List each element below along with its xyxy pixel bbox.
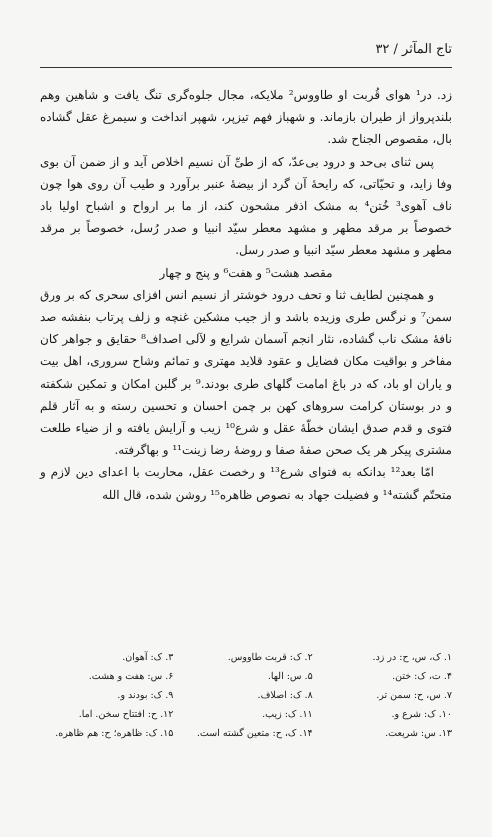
footnote: ۵. س: الها. [267,671,313,682]
paragraph: و همچنین لطایف ثنا و تحف درود خوشتر از نسیم انس افزای سحری که بر ورق سمن⁷ و نرگس طری وزیده باشد و از جیب مشکین غنچه و زلف پرتاب بنفشه صد نافهٔ مشک ناب گشاده، نثار انجم آسمان شرایع و لآلی اصداف⁸ حقایق و جواهر کان مفاخر و بواقیت مکان فضایل و عقود قلاید مهتری و تمائم وشاح سروری، اهل بیت و یاران او باد، که در باغ امامت گلهای طری بودند.⁹ بر گلبن امکان و تمکین شکفته و در بوستان کرامت سروهای کهن بر چمن احسان و تحسین رسته و به آثار قلم فتوی و قدم صدق ایشان خطّهٔ عقل و شرع¹⁰ زیب و آرایش یافته و از ضیاء طلعت مشتری پیکر هر یک صحن صفهٔ صفا و روضهٔ رضا زینت¹¹ و بهاگرفته. [40,287,453,458]
footnote: ۹. ک: بودند و. [117,690,174,701]
verse-line: مقصد هشت⁵ و هفت⁶ و پنج و چهار [159,265,333,280]
header-rule [40,67,452,68]
footnote: ۶. س: هفت و هشت. [88,671,174,682]
footnote: ۱. ک، س، ح: در زد. [372,652,452,663]
footnote: ۳. ک: آهوان. [122,652,174,663]
running-header [40,38,452,64]
footnote: ۸. ک: اصلاف. [257,690,313,701]
running-title: تاج المآثر / ۳۲ [375,42,452,57]
footnote: ۴. ت، ک: ختن. [392,671,452,682]
footnote: ۱۴. ک، ح: متعین گشته است. [196,728,313,739]
footnote: ۱۵. ک: ظاهره؛ ح: هم ظاهره. [55,728,174,739]
paragraph: زد. در¹ هوای قُربت او طاووس² ملایکه، مجال جلوه‌گری تنگ یافت و شاهین وهم بلندپرواز از طیران بازماند. و شهباز فهم تیزپر، شهپر انداخت و سیمرغ عقل گشاده بال، مقصوص الجناح شد. [40,88,452,147]
main-text [40,84,452,506]
footnote: ۱۲. ح: افتتاح سخن. اما. [78,709,174,720]
footnote: ۷. س، ح: سمن تر. [376,690,452,701]
footnote: ۲. ک: قربت طاووس. [227,652,313,663]
footnote: ۱۰. ک: شرع و. [391,709,452,720]
footnote: ۱۳. س: شریعت. [385,728,452,739]
paragraph: امّا بعد¹² بدانکه به فتوای شرع¹³ و رخصت عقل، محاربت با اعدای دین لازم و متحتّم گشته¹⁴ و فضیلت جهاد به نصوص ظاهره¹⁵ روشن شده، قال الله [40,465,452,502]
footnote: ۱۱. ک: زیب. [262,709,313,720]
footnotes [40,648,452,743]
paragraph: پس ثنای بی‌حد و درود بی‌عدّ، که از طیِّ آن نسیم اخلاص آید و از ضمن آن بوی وفا زاید، و تحیّاتی، که رایحهٔ آن گرد از بیضهٔ عنبر برآورد و طیب آن روی هوا چون ناف آهوی³ خُتن⁴ به مشک اذفر مشحون کند، از ما بر ارواح و اشباح اولیا باد خصوصاً بر مرقد مطهر و مشهد معطر سیّد انبیا و صدر رُسل، خصوصاً بر مرقد مطهر و مشهد معطر سیّد انبیا و صدر رسل. [40,154,452,258]
